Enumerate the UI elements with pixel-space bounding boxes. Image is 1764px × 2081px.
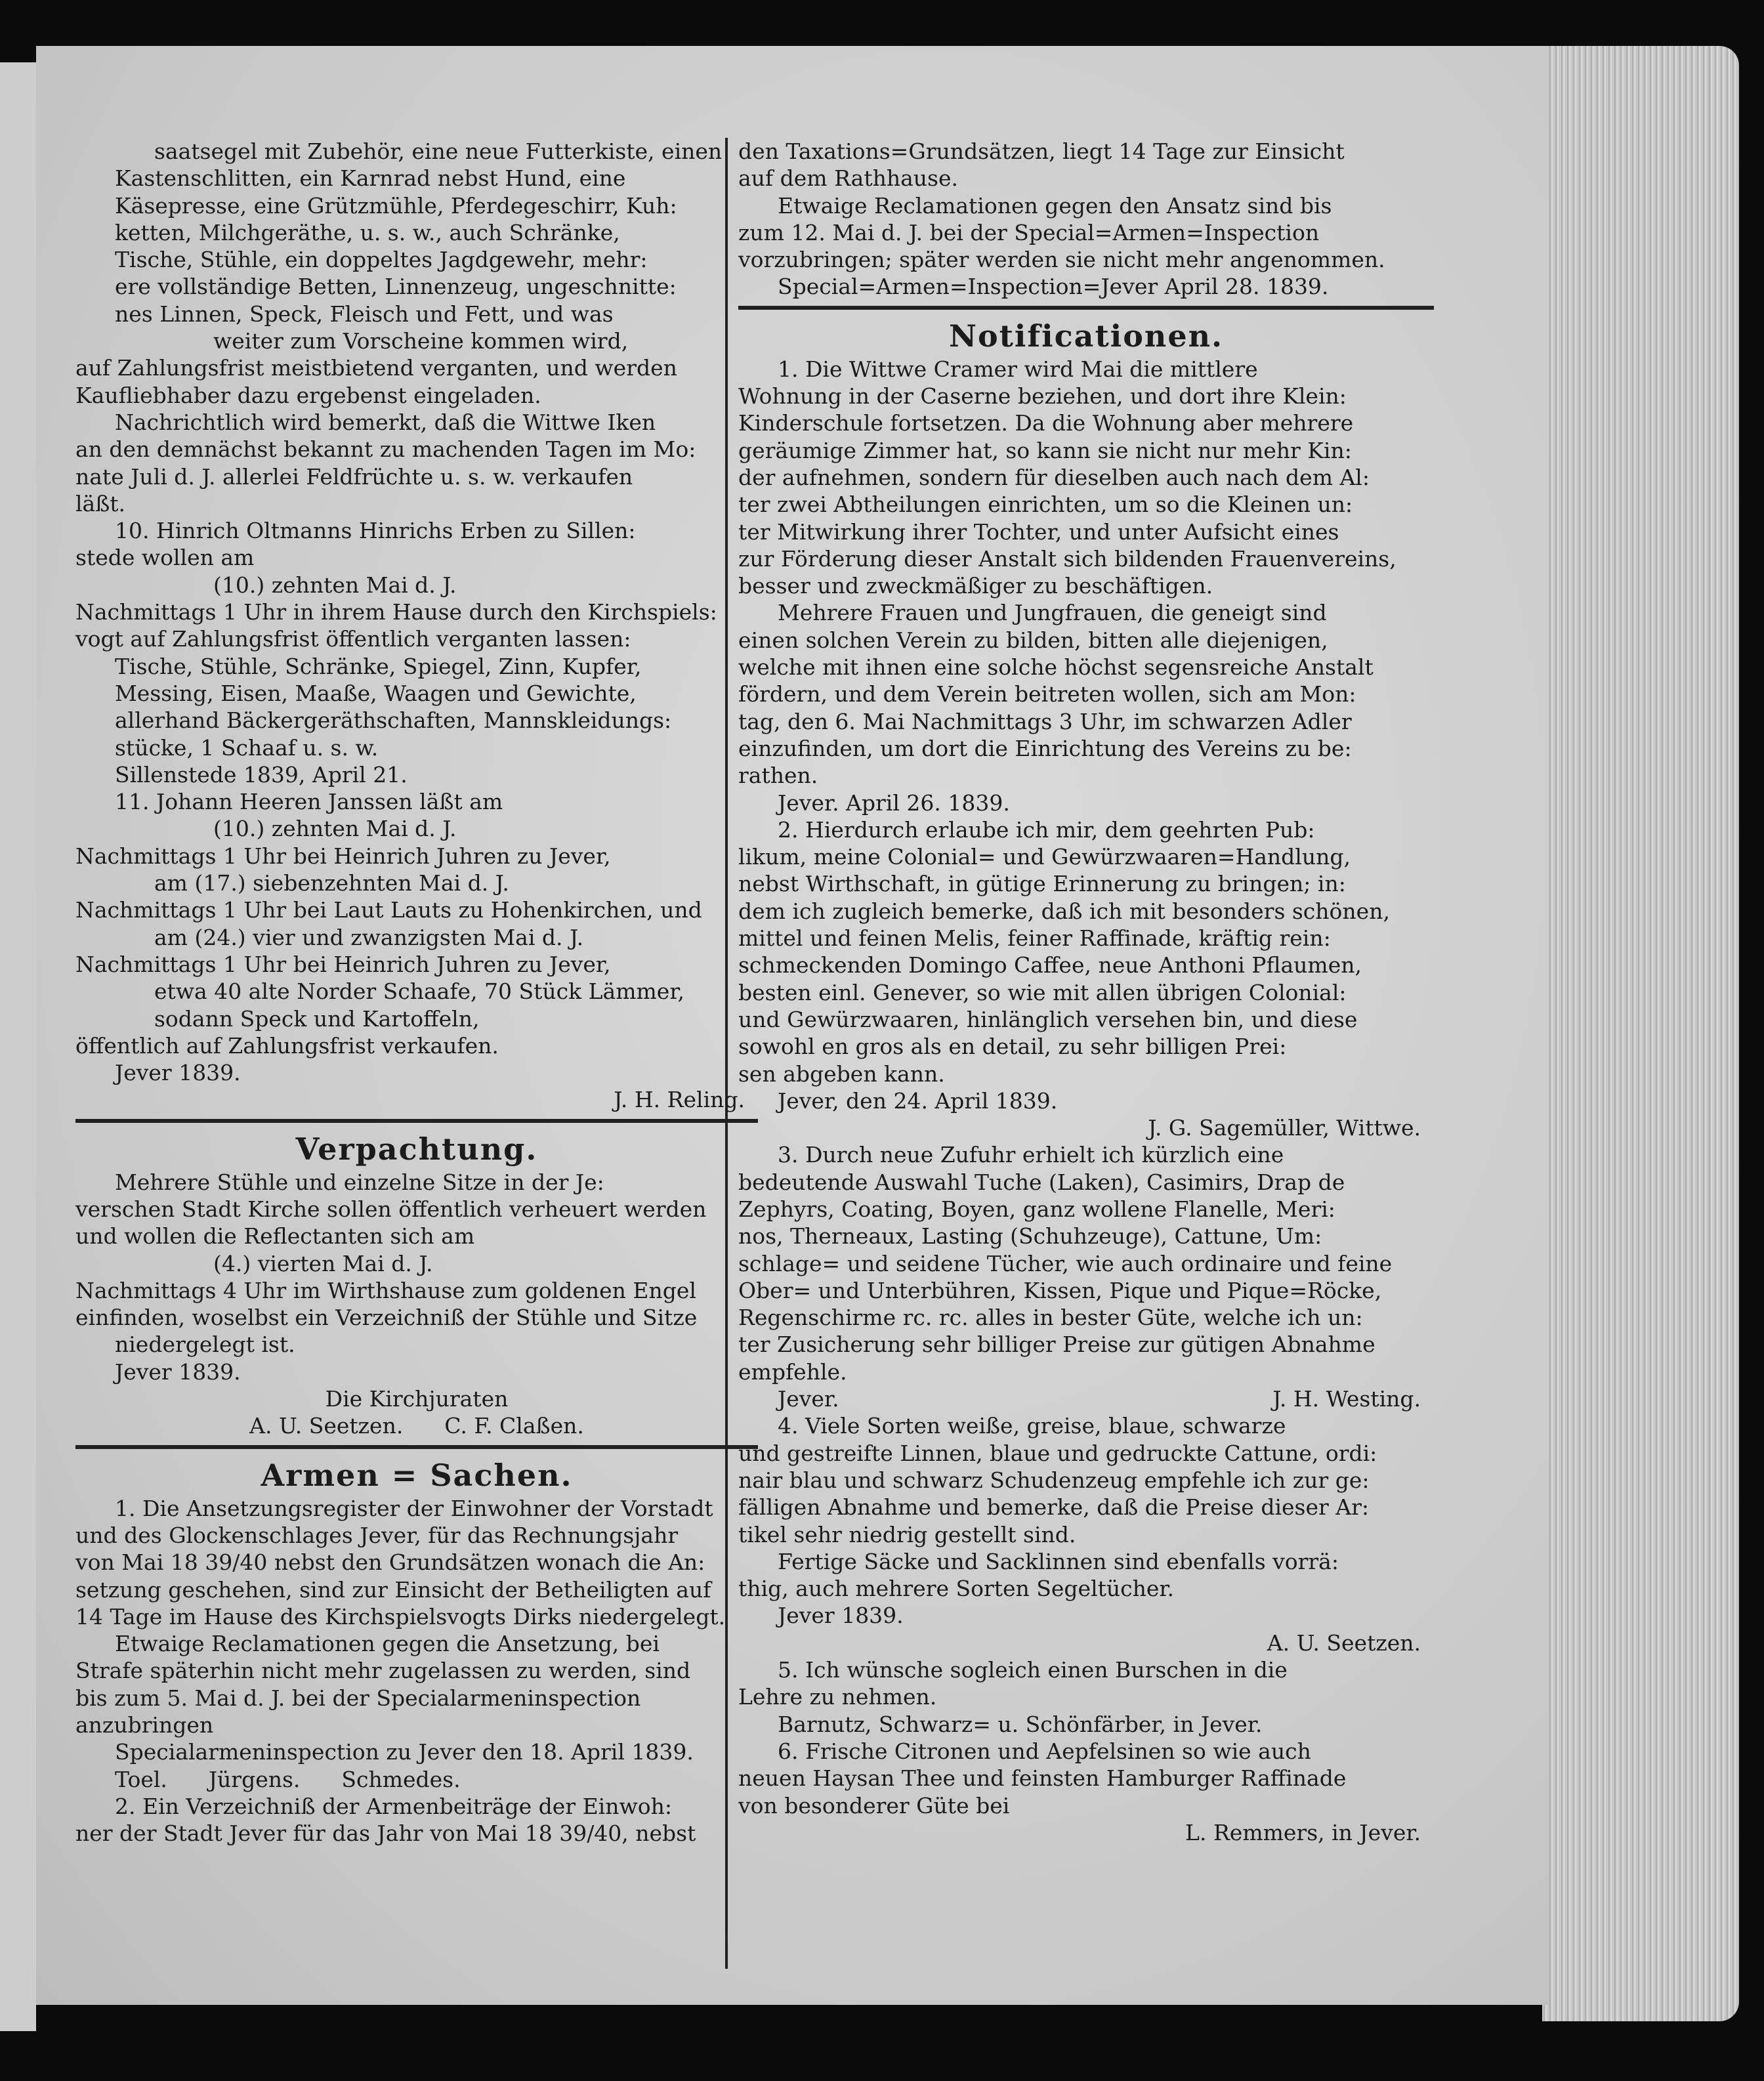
text-line: nebst Wirthschaft, in gütige Erinnerung zu bringen; in:: [738, 871, 1346, 897]
notification-6-text: [738, 1738, 1434, 1846]
text-line: likum, meine Colonial= und Gewürzwaaren=Handlung,: [738, 844, 1351, 870]
text-line: Regenschirme rc. rc. alles in bester Güte, welche ich un:: [738, 1305, 1363, 1331]
text-line: neuen Haysan Thee und feinsten Hamburger Raffinade: [738, 1765, 1347, 1792]
signature-names: Toel. Jürgens. Schmedes.: [115, 1766, 461, 1792]
notification-1-text: [738, 356, 1434, 816]
text-line: besten einl. Genever, so wie mit allen übrigen Colonial:: [738, 979, 1347, 1005]
text-line: 14 Tage im Hause des Kirchspielsvogts Dirks niedergelegt.: [75, 1603, 726, 1629]
text-line: der aufnehmen, sondern für dieselben auch nach dem Al:: [738, 464, 1370, 490]
text-line: 2. Hierdurch erlaube ich mir, dem geehrten Pub:: [778, 816, 1315, 843]
text-line: Nachrichtlich wird bemerkt, daß die Wittwe Iken: [115, 409, 656, 435]
signature-title: Die Kirchjuraten: [325, 1386, 509, 1412]
armen-2-text: [75, 1793, 758, 1847]
text-line: ner der Stadt Jever für das Jahr von Mai 18 39/40, nebst: [75, 1820, 696, 1847]
text-line: vorzubringen; später werden sie nicht mehr angenommen.: [738, 247, 1385, 273]
text-line: ketten, Milchgeräthe, u. s. w., auch Schränke,: [115, 219, 620, 245]
text-line: Lehre zu nehmen.: [738, 1684, 937, 1710]
text-line: und Gewürzwaaren, hinlänglich versehen bin, und diese: [738, 1006, 1358, 1032]
section-heading-notificationen: Notificationen.: [948, 318, 1224, 354]
text-line: nair blau und schwarz Schudenzeug empfehle ich zur ge:: [738, 1467, 1370, 1493]
text-line: 4. Viele Sorten weiße, greise, blaue, schwarze: [778, 1413, 1286, 1439]
text-line: einen solchen Verein zu bilden, bitten alle diejenigen,: [738, 627, 1328, 653]
text-line: läßt.: [75, 490, 126, 516]
text-line: am (24.) vier und zwanzigsten Mai d. J.: [154, 924, 584, 950]
text-line: auf Zahlungsfrist meistbietend verganten, und werden: [75, 355, 677, 381]
text-line: Special=Armen=Inspection=Jever April 28. 1839.: [778, 274, 1329, 300]
signature-row: [738, 1385, 1434, 1412]
text-line: verschen Stadt Kirche sollen öffentlich verheuert werden: [75, 1196, 707, 1222]
signature: J. H. Reling.: [614, 1087, 745, 1113]
text-line: niedergelegt ist.: [115, 1332, 295, 1358]
auction-9-text: [75, 138, 758, 517]
text-line: Jever. April 26. 1839.: [778, 789, 1010, 816]
facing-page-edge: [0, 62, 36, 2031]
text-line: Jever, den 24. April 1839.: [778, 1087, 1058, 1114]
text-line: Kinderschule fortsetzen. Da die Wohnung aber mehrere: [738, 410, 1354, 436]
auction-10-text: [75, 517, 758, 788]
text-line: Ober= und Unterbühren, Kissen, Pique und Pique=Röcke,: [738, 1277, 1382, 1303]
text-line: Jever 1839.: [115, 1358, 241, 1385]
text-line: einfinden, woselbst ein Verzeichniß der Stühle und Sitze: [75, 1305, 698, 1331]
text-line: öffentlich auf Zahlungsfrist verkaufen.: [75, 1032, 499, 1059]
signature: J. H. Westing.: [1272, 1386, 1421, 1412]
text-line: einzufinden, um dort die Einrichtung des Vereins zu be:: [738, 735, 1352, 761]
text-line: ter Zusicherung sehr billiger Preise zur gütigen Abnahme: [738, 1332, 1376, 1358]
section-heading-armen-sachen: Armen = Sachen.: [261, 1457, 573, 1493]
verpachtung-text: [75, 1169, 758, 1440]
text-line: 10. Hinrich Oltmanns Hinrichs Erben zu Sillen:: [115, 518, 636, 544]
text-line: 1. Die Ansetzungsregister der Einwohner der Vorstadt: [115, 1495, 713, 1521]
armen-2-continued-text: [738, 138, 1434, 301]
text-line: Nachmittags 1 Uhr in ihrem Hause durch den Kirchspiels:: [75, 599, 717, 625]
text-line: am (17.) siebenzehnten Mai d. J.: [154, 870, 509, 896]
signature-names: A. U. Seetzen. C. F. Claßen.: [249, 1413, 584, 1439]
text-line: nos, Therneaux, Lasting (Schuhzeuge), Cattune, Um:: [738, 1223, 1322, 1250]
text-line: bis zum 5. Mai d. J. bei der Specialarmeninspection: [75, 1685, 641, 1711]
text-line: besser und zweckmäßiger zu beschäftigen.: [738, 573, 1213, 599]
notification-5-text: [738, 1656, 1434, 1738]
text-line: auf dem Rathhause.: [738, 165, 958, 192]
armen-1-text: [75, 1495, 758, 1793]
text-line: Kastenschlitten, ein Karnrad nebst Hund, eine: [115, 165, 626, 192]
text-line: sowohl en gros als en detail, zu sehr billigen Prei:: [738, 1034, 1287, 1060]
signature: J. G. Sagemüller, Wittwe.: [1148, 1115, 1421, 1141]
text-line: bedeutende Auswahl Tuche (Laken), Casimirs, Drap de: [738, 1169, 1345, 1195]
notification-2-text: [738, 816, 1434, 1142]
text-line: saatsegel mit Zubehör, eine neue Futterkiste, einen: [154, 138, 723, 164]
section-rule: [738, 306, 1434, 310]
text-line: tikel sehr niedrig gestellt sind.: [738, 1521, 1076, 1547]
text-line: und gestreifte Linnen, blaue und gedruckte Cattune, ordi:: [738, 1440, 1377, 1466]
text-line: anzubringen: [75, 1712, 214, 1738]
text-line: Kaufliebhaber dazu ergebenst eingeladen.: [75, 382, 541, 408]
text-line: 5. Ich wünsche sogleich einen Burschen in die: [778, 1657, 1288, 1683]
text-line: ter zwei Abtheilungen einrichten, um so die Kleinen un:: [738, 492, 1353, 518]
text-line: ere vollständige Betten, Linnenzeug, ungeschnitte:: [115, 274, 677, 300]
text-line: weiter zum Vorscheine kommen wird,: [213, 328, 629, 354]
text-line: 1. Die Wittwe Cramer wird Mai die mittlere: [778, 356, 1258, 382]
text-line: sodann Speck und Kartoffeln,: [154, 1005, 480, 1032]
text-line: allerhand Bäckergeräthschaften, Mannskleidungs:: [115, 707, 672, 734]
text-line: Nachmittags 4 Uhr im Wirthshause zum goldenen Engel: [75, 1277, 696, 1303]
text-line: Etwaige Reclamationen gegen den Ansatz sind bis: [778, 192, 1332, 219]
text-line: schmeckenden Domingo Caffee, neue Anthoni Pflaumen,: [738, 952, 1362, 978]
section-rule: [75, 1445, 758, 1449]
text-line: von Mai 18 39/40 nebst den Grundsätzen wonach die An:: [75, 1549, 705, 1576]
text-line: den Taxations=Grundsätzen, liegt 14 Tage zur Einsicht: [738, 138, 1345, 164]
text-line: Sillenstede 1839, April 21.: [115, 761, 408, 788]
signature: A. U. Seetzen.: [1267, 1629, 1421, 1656]
text-line: Nachmittags 1 Uhr bei Laut Lauts zu Hohenkirchen, und: [75, 897, 702, 923]
text-line: Zephyrs, Coating, Boyen, ganz wollene Flanelle, Meri:: [738, 1196, 1335, 1222]
text-line: an den demnächst bekannt zu machenden Tagen im Mo:: [75, 436, 696, 463]
text-line: empfehle.: [738, 1358, 847, 1385]
text-line: stücke, 1 Schaaf u. s. w.: [115, 734, 379, 761]
text-line: fördern, und dem Verein beitreten wollen, sich am Mon:: [738, 681, 1356, 707]
text-line: ter Mitwirkung ihrer Tochter, und unter Aufsicht eines: [738, 518, 1339, 545]
text-line: Mehrere Frauen und Jungfrauen, die geneigt sind: [778, 600, 1327, 626]
text-line: Jever 1839.: [115, 1060, 241, 1086]
notification-3-text: [738, 1141, 1434, 1412]
text-line: von besonderer Güte bei: [738, 1792, 1010, 1818]
signature-place: Jever.: [778, 1386, 839, 1412]
text-line: Etwaige Reclamationen gegen die Ansetzung, bei: [115, 1631, 660, 1657]
text-line: dem ich zugleich bemerke, daß ich mit besonders schönen,: [738, 898, 1390, 924]
section-rule: [75, 1119, 758, 1123]
text-line: thig, auch mehrere Sorten Segeltücher.: [738, 1576, 1175, 1602]
text-line: Tische, Stühle, ein doppeltes Jagdgewehr, mehr:: [115, 247, 648, 273]
book-page-edges: [1542, 46, 1739, 2021]
text-line: 3. Durch neue Zufuhr erhielt ich kürzlich eine: [778, 1142, 1284, 1168]
text-line: zur Förderung dieser Anstalt sich bildenden Frauenvereins,: [738, 545, 1396, 572]
text-line: Jever 1839.: [778, 1603, 904, 1629]
text-line: 2. Ein Verzeichniß der Armenbeiträge der Einwoh:: [115, 1793, 672, 1819]
text-line: zum 12. Mai d. J. bei der Special=Armen=Inspection: [738, 219, 1320, 245]
newspaper-page: [36, 46, 1549, 2005]
signature: L. Remmers, in Jever.: [1185, 1819, 1421, 1845]
text-line: Käsepresse, eine Grützmühle, Pferdegeschirr, Kuh:: [115, 192, 677, 219]
section-heading-verpachtung: Verpachtung.: [295, 1131, 538, 1167]
text-line: Barnutz, Schwarz= u. Schönfärber, in Jever.: [778, 1711, 1263, 1737]
text-line: Fertige Säcke und Sacklinnen sind ebenfalls vorrä:: [778, 1548, 1339, 1574]
text-line: (10.) zehnten Mai d. J.: [213, 572, 457, 598]
left-column: [75, 138, 758, 1847]
text-line: (4.) vierten Mai d. J.: [213, 1250, 433, 1276]
text-line: (10.) zehnten Mai d. J.: [213, 816, 457, 842]
text-line: fälligen Abnahme und bemerke, daß die Preise dieser Ar:: [738, 1494, 1369, 1521]
notification-4-text: [738, 1412, 1434, 1656]
text-line: und wollen die Reflectanten sich am: [75, 1223, 475, 1250]
text-line: schlage= und seidene Tücher, wie auch ordinaire und feine: [738, 1250, 1393, 1276]
text-line: etwa 40 alte Norder Schaafe, 70 Stück Lämmer,: [154, 978, 684, 1005]
auction-11-text: [75, 788, 758, 1114]
text-line: Strafe späterhin nicht mehr zugelassen zu werden, sind: [75, 1658, 691, 1684]
text-line: Nachmittags 1 Uhr bei Heinrich Juhren zu Jever,: [75, 951, 611, 977]
text-line: Nachmittags 1 Uhr bei Heinrich Juhren zu Jever,: [75, 843, 611, 869]
text-line: nate Juli d. J. allerlei Feldfrüchte u. s. w. verkaufen: [75, 463, 633, 490]
text-line: stede wollen am: [75, 545, 255, 571]
text-line: nes Linnen, Speck, Fleisch und Fett, und was: [115, 301, 614, 327]
text-line: Wohnung in der Caserne beziehen, und dort ihre Klein:: [738, 383, 1347, 410]
text-line: mittel und feinen Melis, feiner Raffinade, kräftig rein:: [738, 925, 1331, 952]
text-line: 6. Frische Citronen und Aepfelsinen so wie auch: [778, 1738, 1311, 1764]
text-line: geräumige Zimmer hat, so kann sie nicht nur mehr Kin:: [738, 437, 1352, 463]
text-line: setzung geschehen, sind zur Einsicht der Betheiligten auf: [75, 1576, 711, 1603]
text-line: vogt auf Zahlungsfrist öffentlich verganten lassen:: [75, 626, 631, 652]
text-line: Specialarmeninspection zu Jever den 18. April 1839.: [115, 1739, 694, 1765]
text-line: rathen.: [738, 763, 818, 789]
text-line: Mehrere Stühle und einzelne Sitze in der Je:: [115, 1169, 604, 1195]
text-line: welche mit ihnen eine solche höchst segensreiche Anstalt: [738, 654, 1374, 681]
text-line: sen abgeben kann.: [738, 1061, 945, 1087]
text-line: und des Glockenschlages Jever, für das Rechnungsjahr: [75, 1522, 679, 1548]
text-line: 11. Johann Heeren Janssen läßt am: [115, 789, 503, 815]
right-column: [738, 138, 1434, 1846]
text-line: Messing, Eisen, Maaße, Waagen und Gewichte,: [115, 680, 637, 706]
text-line: tag, den 6. Mai Nachmittags 3 Uhr, im schwarzen Adler: [738, 708, 1352, 734]
text-line: Tische, Stühle, Schränke, Spiegel, Zinn, Kupfer,: [115, 653, 642, 679]
